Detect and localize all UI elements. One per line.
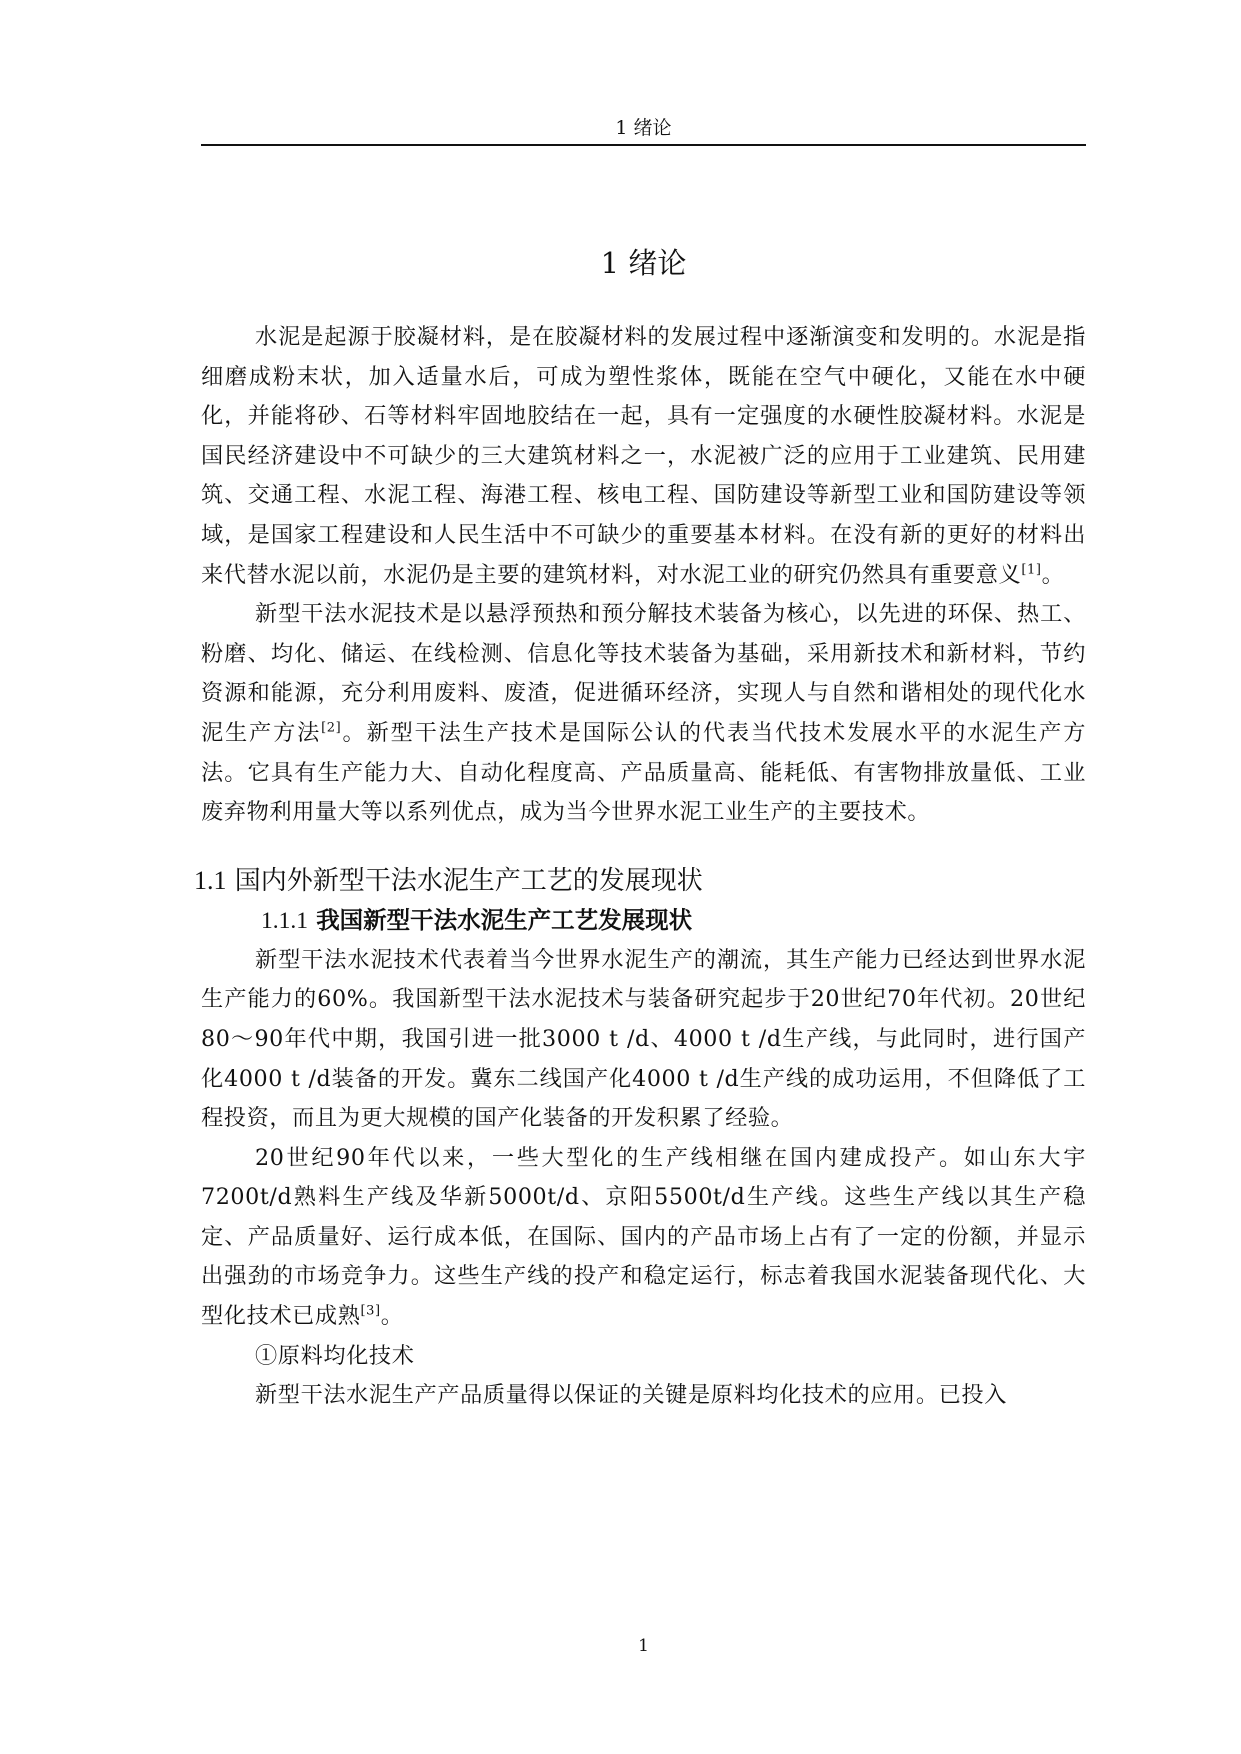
paragraph-6-text: 新型干法水泥生产产品质量得以保证的关键是原料均化技术的应用。已投入 [255,1382,1007,1409]
running-header: 1 绪论 [615,117,672,139]
paragraph-2-text: 新型干法水泥技术是以悬浮预热和预分解技术装备为核心，以先进的环保、热工、粉磨、均化、储运、在线检测、信息化等技术装备为基础，采用新技术和新材料，节约资源和能源，充分利用废料、废渣，促进循环经济，实现人与自然和谐相处的现代化水泥生产方法 [201,601,1086,746]
section-number: 1.1 [194,865,227,895]
body-content [194,318,1086,1416]
paragraph-1-text: 水泥是起源于胶凝材料，是在胶凝材料的发展过程中逐渐演变和发明的。水泥是指细磨成粉末状，加入适量水后，可成为塑性浆体，既能在空气中硬化，又能在水中硬化，并能将砂、石等材料牢固地胶结在一起，具有一定强度的水硬性胶凝材料。水泥是国民经济建设中不可缺少的三大建筑材料之一，水泥被广泛的应用于工业建筑、民用建筑、交通工程、水泥工程、海港工程、核电工程、国防建设等新型工业和国防建设等领域，是国家工程建设和人民生活中不可缺少的重要基本材料。在没有新的更好的材料出来代替水泥以前，水泥仍是主要的建筑材料，对水泥工业的研究仍然具有重要意义 [201,324,1086,588]
paragraph-2 [201,595,1086,833]
paragraph-6 [201,1376,1086,1416]
subsection-title: 我国新型干法水泥生产工艺发展现状 [316,905,693,934]
header-rule [201,144,1086,146]
paragraph-4-text: 20世纪90年代以来，一些大型化的生产线相继在国内建成投产。如山东大宇7200t/d熟料生产线及华新5000t/d、京阳5500t/d生产线。这些生产线以其生产稳定、产品质量好、运行成本低，在国际、国内的产品市场上占有了一定的份额，并显示出强劲的市场竞争力。这些生产线的投产和稳定运行，标志着我国水泥装备现代化、大型化技术已成熟 [201,1144,1086,1330]
section-title: 国内外新型干法水泥生产工艺的发展现状 [234,865,703,896]
paragraph-1 [201,318,1086,595]
paragraph-5-text: ①原料均化技术 [255,1342,415,1369]
subsection-number: 1.1.1 [261,907,308,934]
paragraph-4-end: 。 [380,1303,404,1330]
paragraph-2-end: 。新型干法生产技术是国际公认的代表当代技术发展水平的水泥生产方法。它具有生产能力大、自动化程度高、产品质量高、能耗低、有害物排放量低、工业废弃物利用量大等以系列优点，成为当今世界水泥工业生产的主要技术。 [201,719,1086,826]
list-item-heading [201,1337,1086,1377]
paragraph-1-end: 。 [1041,561,1065,588]
subsection-heading-1-1-1 [201,900,1086,941]
page-number: 1 [638,1636,649,1656]
chapter-title: 1 绪论 [600,246,687,280]
paragraph-3 [201,941,1086,1139]
citation-3: [3] [360,1303,381,1319]
paragraph-4 [201,1139,1086,1337]
section-heading-1-1 [194,862,1086,900]
paragraph-3-text: 新型干法水泥技术代表着当今世界水泥生产的潮流，其生产能力已经达到世界水泥生产能力的60%。我国新型干法水泥技术与装备研究起步于20世纪70年代初。20世纪80～90年代中期，我国引进一批3000 t /d、4000 t /d生产线，与此同时，进行国产化4000 t /d装备的开发。冀东二线国产化4000 t /d生产线的成功运用，不但降低了工程投资，而且为更大规模的国产化装备的开发积累了经验。 [201,946,1086,1132]
citation-2: [2] [321,720,342,736]
citation-1: [1] [1021,562,1042,578]
